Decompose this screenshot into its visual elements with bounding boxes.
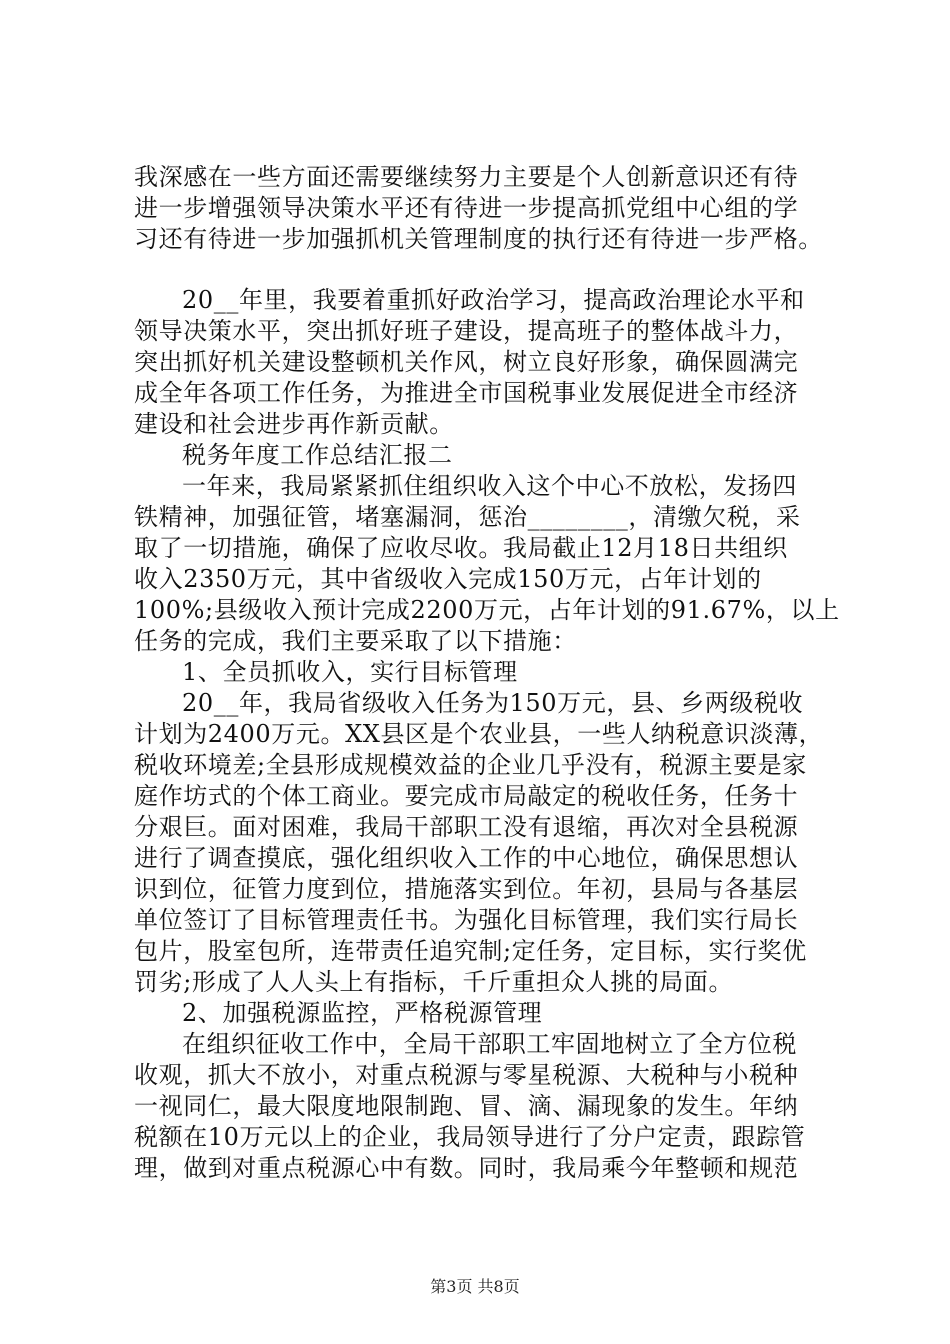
subsection-title-2: 2、加强税源监控，严格税源管理 bbox=[182, 999, 543, 1027]
text-line: 理，做到对重点税源心中有数。同时，我局乘今年整顿和规范 bbox=[134, 1154, 799, 1182]
text-line: 税额在10万元以上的企业，我局领导进行了分户定责，跟踪管 bbox=[134, 1123, 806, 1151]
document-body bbox=[134, 162, 840, 1184]
text-line: 100%;县级收入预计完成2200万元，占年计划的91.67%，以上 bbox=[134, 596, 840, 624]
plan-paragraph bbox=[134, 285, 834, 440]
summary-paragraph bbox=[134, 471, 840, 657]
text-line: 突出抓好机关建设整顿机关作风，树立良好形象，确保圆满完 bbox=[134, 348, 799, 376]
section-heading: 税务年度工作总结汇报二 bbox=[182, 441, 453, 469]
paragraph-gap bbox=[134, 255, 834, 285]
text-line: 20__年里，我要着重抓好政治学习，提高政治理论水平和 bbox=[182, 286, 805, 314]
text-line: 分艰巨。面对困难，我局干部职工没有退缩，再次对全县税源 bbox=[134, 813, 799, 841]
text-line: 习还有待进一步加强抓机关管理制度的执行还有待进一步严格。 bbox=[134, 225, 823, 253]
text-line: 包片，股室包所，连带责任追究制;定任务，定目标，实行奖优 bbox=[134, 937, 807, 965]
text-line: 进一步增强领导决策水平还有待进一步提高抓党组中心组的学 bbox=[134, 194, 799, 222]
text-line: 计划为2400万元。XX县区是个农业县，一些人纳税意识淡薄， bbox=[134, 720, 824, 748]
intro-paragraph bbox=[134, 162, 834, 255]
text-line: 税收环境差;全县形成规模效益的企业几乎没有，税源主要是家 bbox=[134, 751, 807, 779]
text-line: 任务的完成，我们主要采取了以下措施： bbox=[134, 627, 577, 655]
text-line: 识到位，征管力度到位，措施落实到位。年初，县局与各基层 bbox=[134, 875, 799, 903]
text-line: 20__年，我局省级收入任务为150万元，县、乡两级税收 bbox=[182, 689, 804, 717]
text-line: 成全年各项工作任务，为推进全市国税事业发展促进全市经济 bbox=[134, 379, 799, 407]
section2-paragraph bbox=[134, 1029, 834, 1184]
text-line: 收观，抓大不放小，对重点税源与零星税源、大税种与小税种 bbox=[134, 1061, 799, 1089]
text-line: 我深感在一些方面还需要继续努力主要是个人创新意识还有待 bbox=[134, 163, 799, 191]
text-line: 进行了调查摸底，强化组织收入工作的中心地位，确保思想认 bbox=[134, 844, 799, 872]
text-line: 单位签订了目标管理责任书。为强化目标管理，我们实行局长 bbox=[134, 906, 799, 934]
text-line: 收入2350万元，其中省级收入完成150万元，占年计划的 bbox=[134, 565, 762, 593]
text-line: 在组织征收工作中，全局干部职工牢固地树立了全方位税 bbox=[182, 1030, 797, 1058]
section1-paragraph bbox=[134, 688, 834, 998]
text-line: 罚劣;形成了人人头上有指标，千斤重担众人挑的局面。 bbox=[134, 968, 734, 996]
page-number-footer: 第3页 共8页 bbox=[430, 1277, 520, 1296]
text-line: 一年来，我局紧紧抓住组织收入这个中心不放松，发扬四 bbox=[182, 472, 797, 500]
text-line: 庭作坊式的个体工商业。要完成市局敲定的税收任务，任务十 bbox=[134, 782, 799, 810]
subsection-title-1: 1、全员抓收入，实行目标管理 bbox=[182, 658, 518, 686]
text-line: 取了一切措施，确保了应收尽收。我局截止12月18日共组织 bbox=[134, 534, 788, 562]
text-line: 建设和社会进步再作新贡献。 bbox=[134, 410, 454, 438]
text-line: 一视同仁，最大限度地限制跑、冒、滴、漏现象的发生。年纳 bbox=[134, 1092, 799, 1120]
text-line: 领导决策水平，突出抓好班子建设，提高班子的整体战斗力， bbox=[134, 317, 799, 345]
text-line: 铁精神，加强征管，堵塞漏洞，惩治________，清缴欠税，采 bbox=[134, 503, 801, 531]
